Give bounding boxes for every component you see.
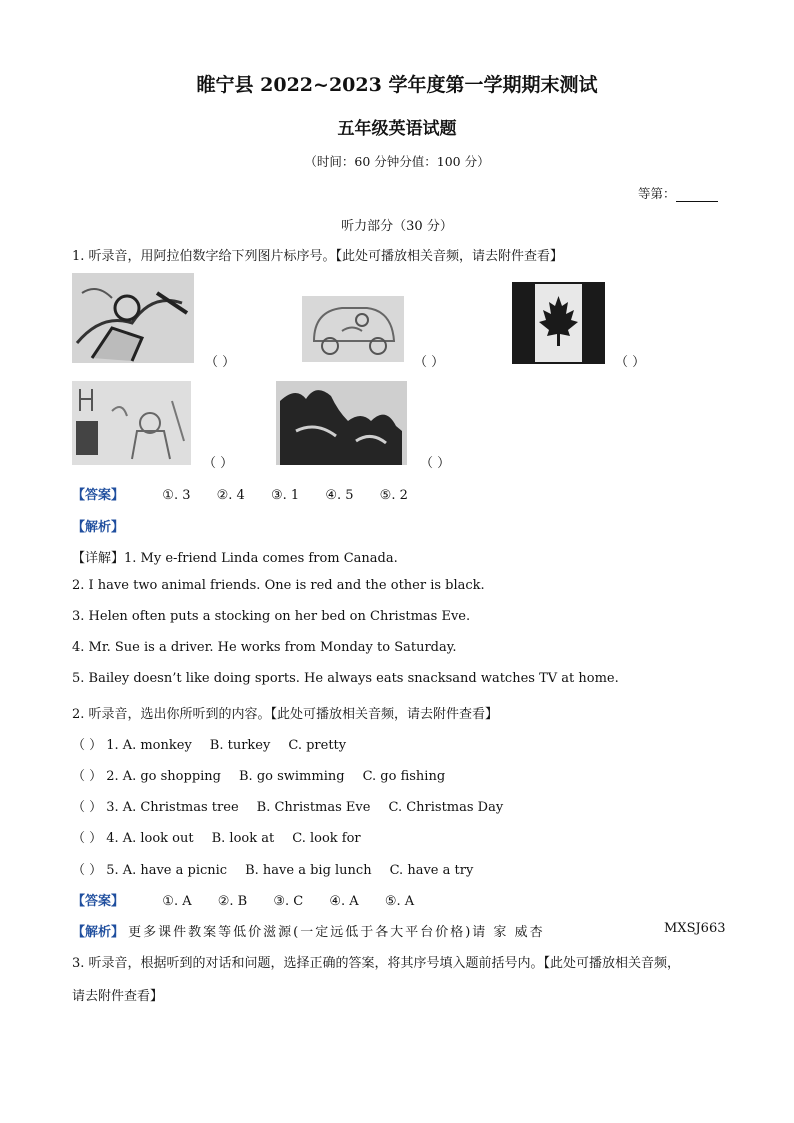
- analysis-label: 【解析】: [72, 520, 125, 535]
- q1-prompt: 1. 听录音，用阿拉伯数字给下列图片标序号。【此处可播放相关音频，请去附件查看】: [72, 249, 564, 264]
- q1-paren-2[interactable]: （ ）: [414, 355, 445, 370]
- q2-paren-5[interactable]: （ ）: [72, 863, 103, 878]
- q1-paren-5[interactable]: （ ）: [420, 456, 451, 471]
- q1-detail-2: 2. I have two animal friends. One is red and the other is black.: [72, 578, 485, 593]
- option-a: A. have a picnic: [122, 863, 228, 878]
- q2-paren-2[interactable]: （ ）: [72, 769, 103, 784]
- option-a: A. look out: [122, 831, 194, 846]
- option-b: B. have a big lunch: [245, 863, 372, 878]
- q2-paren-3[interactable]: （ ）: [72, 800, 103, 815]
- q2-item-4: （ ） 4. A. look out B. look at C. look for: [72, 831, 361, 846]
- option-c: C. Christmas Day: [388, 800, 504, 815]
- answer-label: 【答案】: [72, 488, 125, 503]
- option-a: A. monkey: [122, 738, 192, 753]
- option-a: A. Christmas tree: [122, 800, 239, 815]
- q1-paren-1[interactable]: （ ）: [205, 355, 236, 370]
- option-a: A. go shopping: [122, 769, 221, 784]
- analysis-label: 【解析】: [72, 925, 125, 940]
- q2-prompt: 2. 听录音，选出你所听到的内容。【此处可播放相关音频，请去附件查看】: [72, 707, 499, 722]
- q1-answer-5: ⑤. 2: [379, 488, 408, 503]
- q2-answer-2: ②. B: [217, 894, 248, 909]
- section-title: 听力部分（30 分）: [341, 219, 453, 234]
- q1-answer-4: ④. 5: [325, 488, 354, 503]
- exam-subtitle: 五年级英语试题: [337, 119, 457, 139]
- grade-label: 等第：: [638, 186, 676, 201]
- picture-girl-sleeping: [72, 273, 194, 363]
- picture-animal-silhouettes: [276, 381, 407, 465]
- picture-canada-flag: [512, 282, 605, 364]
- promo-text: 更多课件教案等低价滋源(一定远低于各大平台价格)请 家 威杏: [128, 925, 545, 940]
- promo-code: MXSJ663: [664, 921, 726, 936]
- q1-answer-2: ②. 4: [216, 488, 245, 503]
- q1-detail-4: 4. Mr. Sue is a driver. He works from Monday to Saturday.: [72, 640, 457, 655]
- q1-answer-1: ①. 3: [162, 488, 191, 503]
- q2-paren-1[interactable]: （ ）: [72, 738, 103, 753]
- option-b: B. Christmas Eve: [256, 800, 371, 815]
- q1-paren-4[interactable]: （ ）: [203, 456, 234, 471]
- q1-answer-row: [72, 484, 430, 503]
- q3-prompt-line2: 请去附件查看】: [72, 989, 164, 1004]
- option-b: B. turkey: [209, 738, 271, 753]
- q1-detail-3: 3. Helen often puts a stocking on her bed on Christmas Eve.: [72, 609, 471, 624]
- q2-paren-4[interactable]: （ ）: [72, 831, 103, 846]
- option-c: C. pretty: [288, 738, 347, 753]
- option-c: C. look for: [292, 831, 361, 846]
- q2-item-5: （ ） 5. A. have a picnic B. have a big lunch C. have a try: [72, 863, 474, 878]
- picture-christmas-room: [72, 381, 191, 465]
- q2-answer-1: ①. A: [162, 894, 192, 909]
- q2-item-3: （ ） 3. A. Christmas tree B. Christmas Eve C. Christmas Day: [72, 800, 504, 815]
- option-c: C. have a try: [389, 863, 474, 878]
- q2-answer-row: [72, 890, 436, 909]
- q2-answer-5: ⑤. A: [384, 894, 415, 909]
- detail-label: 【详解】: [72, 551, 125, 566]
- time-info: （时间：60 分钟分值：100 分）: [304, 154, 490, 169]
- option-c: C. go fishing: [362, 769, 446, 784]
- q1-detail-5: 5. Bailey doesn’t like doing sports. He always eats snacksand watches TV at home.: [72, 671, 619, 686]
- answer-label: 【答案】: [72, 894, 125, 909]
- option-b: B. look at: [211, 831, 275, 846]
- q1-answer-3: ③. 1: [270, 488, 300, 503]
- option-b: B. go swimming: [239, 769, 345, 784]
- q3-prompt-line1: 3. 听录音，根据听到的对话和问题，选择正确的答案，将其序号填入题前括号内。【此处可播放相关音频，: [72, 956, 681, 971]
- q1-paren-3[interactable]: （ ）: [615, 355, 646, 370]
- q2-item-2: （ ） 2. A. go shopping B. go swimming C. go fishing: [72, 769, 446, 784]
- exam-title: 睢宁县 2022~2023 学年度第一学期期末测试: [196, 74, 598, 96]
- q1-detail-1: 【详解】1. My e-friend Linda comes from Canada.: [72, 551, 398, 566]
- grade-field: [638, 184, 718, 202]
- picture-car-driver: [302, 296, 404, 362]
- grade-blank: [676, 188, 718, 202]
- q2-answer-4: ④. A: [329, 894, 359, 909]
- q2-analysis-row: [72, 921, 545, 940]
- q2-item-1: （ ） 1. A. monkey B. turkey C. pretty: [72, 738, 347, 753]
- q2-answer-3: ③. C: [273, 894, 304, 909]
